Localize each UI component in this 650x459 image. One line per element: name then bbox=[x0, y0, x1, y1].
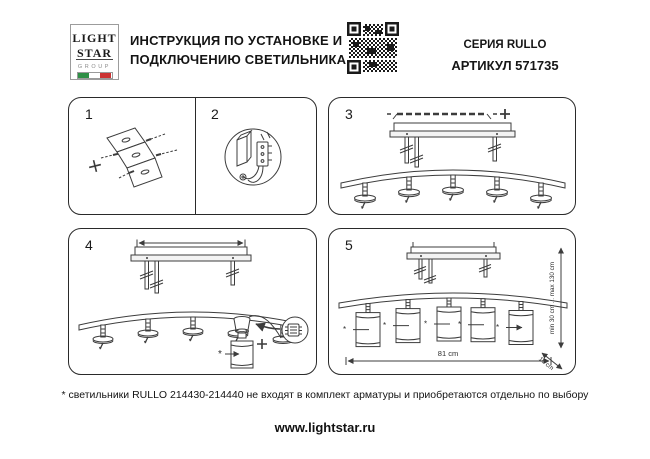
shade-marker-3: * bbox=[424, 319, 428, 329]
panel-steps-1-2 bbox=[68, 97, 317, 215]
series-label: СЕРИЯ RULLO bbox=[463, 39, 547, 51]
shade-not-included-marker: * bbox=[218, 349, 222, 360]
qr-code-icon bbox=[347, 22, 399, 74]
page-title bbox=[130, 31, 346, 69]
panel-step-5 bbox=[328, 228, 576, 375]
logo-word-light: LIGHT bbox=[72, 31, 117, 45]
step-4-number: 4 bbox=[85, 237, 93, 253]
product-info bbox=[422, 39, 588, 73]
website-url: www.lightstar.ru bbox=[274, 420, 376, 435]
panel-step-3 bbox=[328, 97, 576, 215]
shade-marker-2: * bbox=[383, 321, 387, 330]
shade-marker-1: * bbox=[343, 325, 347, 334]
bracket-mounting-illustration bbox=[77, 122, 189, 210]
article-number: АРТИКУЛ 571735 bbox=[451, 58, 559, 73]
step-1-number: 1 bbox=[85, 106, 93, 122]
height-dimension-label: min 30 cm ... max 130 cm bbox=[549, 261, 556, 335]
footnote: * светильники RULLO 214430-214440 не входят в комплект арматуры и приобретаются отдельно по выбору bbox=[61, 389, 589, 401]
title-line-1: ИНСТРУКЦИЯ ПО УСТАНОВКЕ И bbox=[130, 33, 343, 48]
panel-step-4 bbox=[68, 228, 317, 375]
shade-marker-5: * bbox=[496, 323, 500, 332]
panel-divider bbox=[195, 98, 196, 214]
italian-flag-icon bbox=[77, 72, 113, 79]
logo-word-star: STAR bbox=[76, 46, 113, 60]
step-5-number: 5 bbox=[345, 237, 353, 253]
frame-hanging-illustration bbox=[337, 104, 569, 212]
lightstar-logo bbox=[70, 24, 119, 80]
depth-dimension-label: 10 cm bbox=[537, 355, 555, 372]
step-3-number: 3 bbox=[345, 106, 353, 122]
final-assembly-illustration bbox=[335, 237, 571, 373]
step-2-number: 2 bbox=[211, 106, 219, 122]
wiring-detail-illustration bbox=[209, 116, 304, 206]
shade-marker-4: * bbox=[458, 320, 462, 329]
width-dimension-label: 81 cm bbox=[437, 349, 459, 358]
title-line-2: ПОДКЛЮЧЕНИЮ СВЕТИЛЬНИКА bbox=[130, 52, 347, 67]
shade-attachment-illustration bbox=[75, 237, 312, 373]
logo-word-group: GROUP bbox=[77, 64, 112, 70]
